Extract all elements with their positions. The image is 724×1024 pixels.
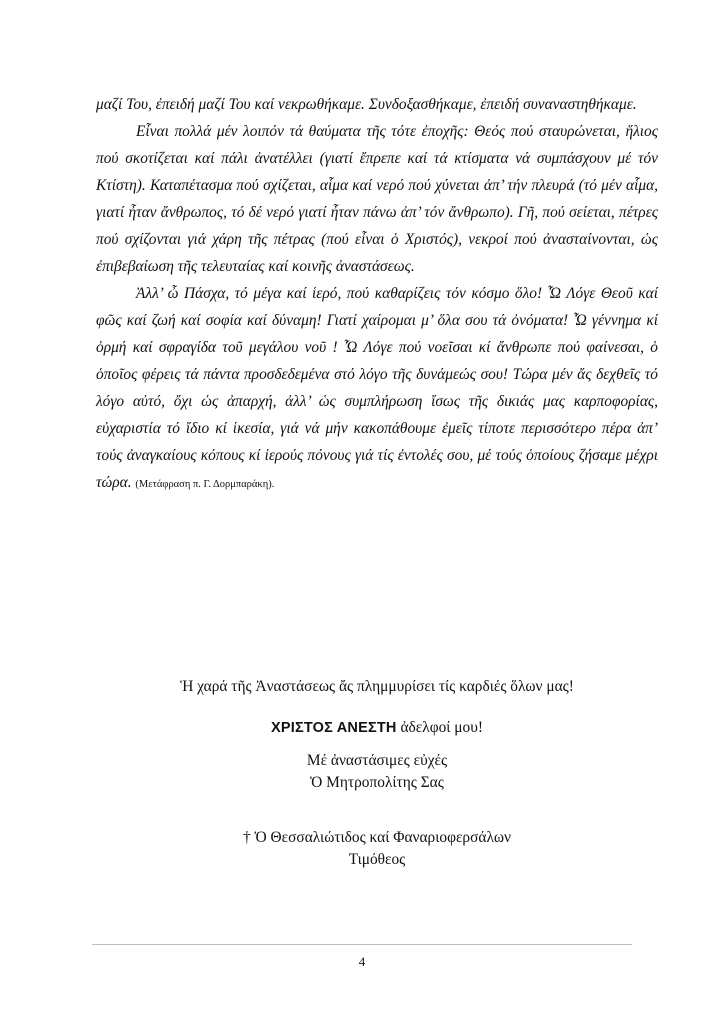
sender-line: Ὁ Μητροπολίτης Σας: [310, 774, 444, 791]
wishes-line: Μέ ἀναστάσιμες εὐχές: [306, 752, 448, 769]
translation-note: (Μετάφραση π. Γ. Δορμπαράκη).: [135, 479, 275, 490]
paragraph-pascha-text: Ἀλλ’ ὦ Πάσχα, τό μέγα καί ἱερό, πού καθαρίζεις τόν κόσμο ὅλο! Ὦ Λόγε Θεοῦ καί φῶς καί ζωή καί σοφία καί δύναμη! Γιατί χαίρομαι μ’ ὅλα σου τά ὀνόματα! Ὦ γέννημα κί ὁρμή καί σφραγίδα τοῦ μεγάλου νοῦ ! Ὦ Λόγε πού νοεῖσαι κί ἄνθρωπε πού φαίνεσαι, ὁ ὁποῖος φέρεις τά πάντα προσδεδεμένα στό λόγο τῆς δυνάμεώς σου! Τώρα μέν ἄς δεχθεῖς τό λόγο αὐτό, ὄχι ὡς ἀπαρχή, ἀλλ’ ὡς συμπλήρωση ἴσως τῆς δικιάς μας καρποφορίας, εὐχαριστία τό ἴδιο κί ἱκεσία, γιά νά μήν κακοπάθουμε ἐμεῖς τίποτε περισσότερο πέρα ἀπ’ τούς ἀναγκαίους κόπους κί ἱερούς πόνους γιά τίς ἐντολές σου, μέ τούς ὁποίους ζήσαμε μέχρι τώρα.: [96, 285, 658, 491]
christ-is-risen-line: [96, 717, 658, 739]
christ-is-risen-text: ΧΡΙΣΤΟΣ ΑΝΕΣΤΗ: [271, 720, 397, 736]
paragraph-pascha: [96, 280, 658, 498]
see-title: † Ὁ Θεσσαλιώτιδος καί Φαναριοφερσάλων: [242, 829, 512, 846]
resurrection-joy-line: Ἡ χαρά τῆς Ἀναστάσεως ἄς πλημμυρίσει τίς καρδιές ὅλων μας!: [180, 678, 574, 695]
paragraph-continuation: μαζί Του, ἐπειδή μαζί Του καί νεκρωθήκαμε. Συνδοξασθήκαμε, ἐπειδή συναναστηθήκαμε.: [96, 96, 637, 113]
footer-divider: [92, 944, 632, 945]
brethren-text: ἀδελφοί μου!: [396, 719, 483, 736]
wishes-block: [96, 750, 658, 794]
signatory-name: Τιμόθεος: [348, 851, 406, 868]
paragraph-miracles: Εἶναι πολλά μέν λοιπόν τά θαύματα τῆς τότε ἐποχῆς: Θεός πού σταυρώνεται, ἥλιος πού σκοτίζεται καί πάλι ἀνατέλλει (γιατί ἔπρεπε καί τά κτίσματα νά συμπάσχουν μέ τόν Κτίστη). Καταπέτασμα πού σχίζεται, αἷμα καί νερό πού χύνεται ἀπ’ τήν πλευρά (τό μέν αἷμα, γιατί ἦταν ἄνθρωπος, τό δέ νερό γιατί ἦταν πάνω ἀπ’ τόν ἄνθρωπο). Γῆ, πού σείεται, πέτρες πού σχίζονται γιά χάρη τῆς πέτρας (πού εἶναι ὁ Χριστός), νεκροί πού ἀνασταίνονται, ὡς ἐπιβεβαίωση τῆς τελευταίας καί κοινῆς ἀναστάσεως.: [96, 123, 658, 275]
letter-body: [96, 91, 658, 498]
page-number: 4: [358, 954, 366, 969]
signature-block: [96, 827, 658, 871]
